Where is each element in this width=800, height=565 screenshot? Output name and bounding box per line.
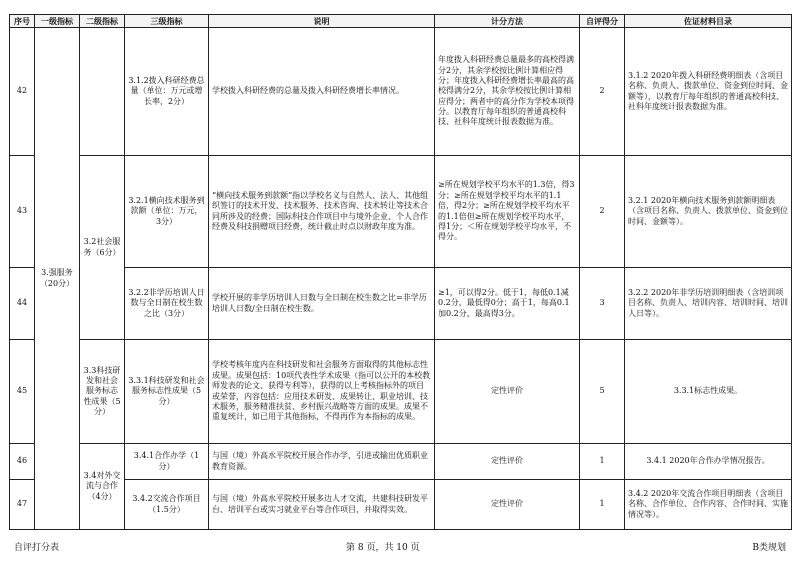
row-self-score: 5 [580, 340, 625, 444]
header-first-level: 一级指标 [35, 15, 80, 28]
row-description: 与国（境）外高水平院校开展多边人才交流，共建科技研发平台、培训平台或实习就业平台等合作项目，并取得实效。 [209, 480, 435, 530]
table-row [10, 268, 792, 340]
row-description: 学校考核年度内在科技研发和社会服务方面取得的其他标志性成果。成果包括：10项代表性学术成果（指可以公开的本校教师发表的论文、获得专利等），获得的以上考核指标外的项目或荣誉，内容包括：应用技术研发、成果转让、职业培训、技术服务，服务精准扶贫、乡村振兴战略等方面的成果。成果不重复统计，如已用于其他指标，不得再作为本指标的成果。 [209, 340, 435, 444]
header-no: 序号 [10, 15, 35, 28]
table-row [10, 340, 792, 444]
header-third-level: 三级指标 [125, 15, 209, 28]
footer-page-number: 第 8 页，共 10 页 [346, 543, 420, 553]
row-self-score: 1 [580, 480, 625, 530]
row-description: 学校开展的非学历培训人日数与全日制在校生数之比=非学历培训人日数/全日制在校生数。 [209, 268, 435, 340]
row-scoring-method: 定性评价 [435, 340, 580, 444]
row-no: 45 [10, 340, 35, 444]
header-description: 说明 [209, 15, 435, 28]
row-description: 与国（境）外高水平院校开展合作办学，引进或输出优质职业教育资源。 [209, 444, 435, 480]
row-evidence: 3.1.2 2020年拨入科研经费明细表（含项目名称、负责人、拨款单位、资金到位时间、金额等），以教育厅每年组织的普通高校科技、社科年度统计报表数据为准。 [625, 28, 792, 156]
footer-right-label: B类规划 [752, 543, 786, 553]
third-level-indicator: 3.1.2拨入科研经费总量（单位：万元或增长率，2分） [125, 28, 209, 156]
footer-left-label: 自评打分表 [14, 543, 60, 553]
row-evidence: 3.4.2 2020年交流合作项目明细表（含项目名称、合作单位、合作内容、合作时间、实施情况等）。 [625, 480, 792, 530]
row-description: 学校拨入科研经费的总量及拨入科研经费增长率情况。 [209, 28, 435, 156]
table-row [10, 480, 792, 530]
page-footer [0, 540, 800, 554]
row-self-score: 2 [580, 28, 625, 156]
header-second-level: 二级指标 [80, 15, 125, 28]
table-row [10, 444, 792, 480]
row-no: 43 [10, 156, 35, 268]
row-evidence: 3.4.1 2020年合作办学情况报告。 [625, 444, 792, 480]
row-scoring-method: 年度拨入科研经费总量最多的高校得满分2分，其余学校按比例计算相应得分；年度拨入科研经费增长率最高的高校得满分2分，其余学校按比例计算相应得分；两者中的高分作为学校本项得分。以教育厅每年组织的普通高校科技、社科年度统计报表数据为准。 [435, 28, 580, 156]
second-level-indicator: 3.3科技研发和社会服务标志性成果（5分） [80, 340, 125, 444]
row-scoring-method: ≥1，可以得2分。低于1，每低0.1减0.2分，最低得0分；高于1，每高0.1加0.2分，最高得3分。 [435, 268, 580, 340]
table-row [10, 28, 792, 156]
third-level-indicator: 3.2.2非学历培训人日数与全日制在校生数之比（3分） [125, 268, 209, 340]
row-evidence: 3.2.2 2020年非学历培训明细表（含培训项目名称、负责人、培训内容、培训时间、培训人日等）。 [625, 268, 792, 340]
header-row [10, 15, 792, 28]
row-scoring-method: 定性评价 [435, 444, 580, 480]
second-level-indicator: 3.2社会服务（6分） [80, 156, 125, 340]
row-evidence: 3.3.1标志性成果。 [625, 340, 792, 444]
row-scoring-method: ≥所在规划学校平均水平的1.3倍，得3分；≥所在规划学校平均水平的1.1倍，得2分；≥所在规划学校平均水平的1.1倍但≥所在规划学校平均水平，得1分；＜所在规划学校平均水平，不得分。 [435, 156, 580, 268]
third-level-indicator: 3.4.2交流合作项目（1.5分） [125, 480, 209, 530]
row-self-score: 2 [580, 156, 625, 268]
row-no: 42 [10, 28, 35, 156]
row-self-score: 1 [580, 444, 625, 480]
row-scoring-method: 定性评价 [435, 480, 580, 530]
row-evidence: 3.2.1 2020年横向技术服务到款额明细表（含项目名称、负责人、拨款单位、资金到位时间、金额等）。 [625, 156, 792, 268]
row-no: 44 [10, 268, 35, 340]
row-no: 47 [10, 480, 35, 530]
second-level-empty [80, 28, 125, 156]
third-level-indicator: 3.2.1横向技术服务到款额（单位：万元，3分） [125, 156, 209, 268]
third-level-indicator: 3.4.1合作办学（1分） [125, 444, 209, 480]
row-no: 46 [10, 444, 35, 480]
first-level-indicator: 3.强服务（20分） [35, 28, 80, 530]
evaluation-table [9, 14, 792, 530]
header-scoring-method: 计分方法 [435, 15, 580, 28]
third-level-indicator: 3.3.1科技研发和社会服务标志性成果（5分） [125, 340, 209, 444]
row-description: “横向技术服务到款额”指以学校名义与自然人、法人、其他组织签订的技术开发、技术服务、技术咨询、技术转让等技术合同所涉及的经费；国际科技合作项目中与境外企业、个人合作经费及科技捐赠项目经费，统计截止时点以财政年度为准。 [209, 156, 435, 268]
table-row [10, 156, 792, 268]
header-evidence: 佐证材料目录 [625, 15, 792, 28]
second-level-indicator: 3.4对外交流与合作（4分） [80, 444, 125, 530]
row-self-score: 3 [580, 268, 625, 340]
header-self-score: 自评得分 [580, 15, 625, 28]
